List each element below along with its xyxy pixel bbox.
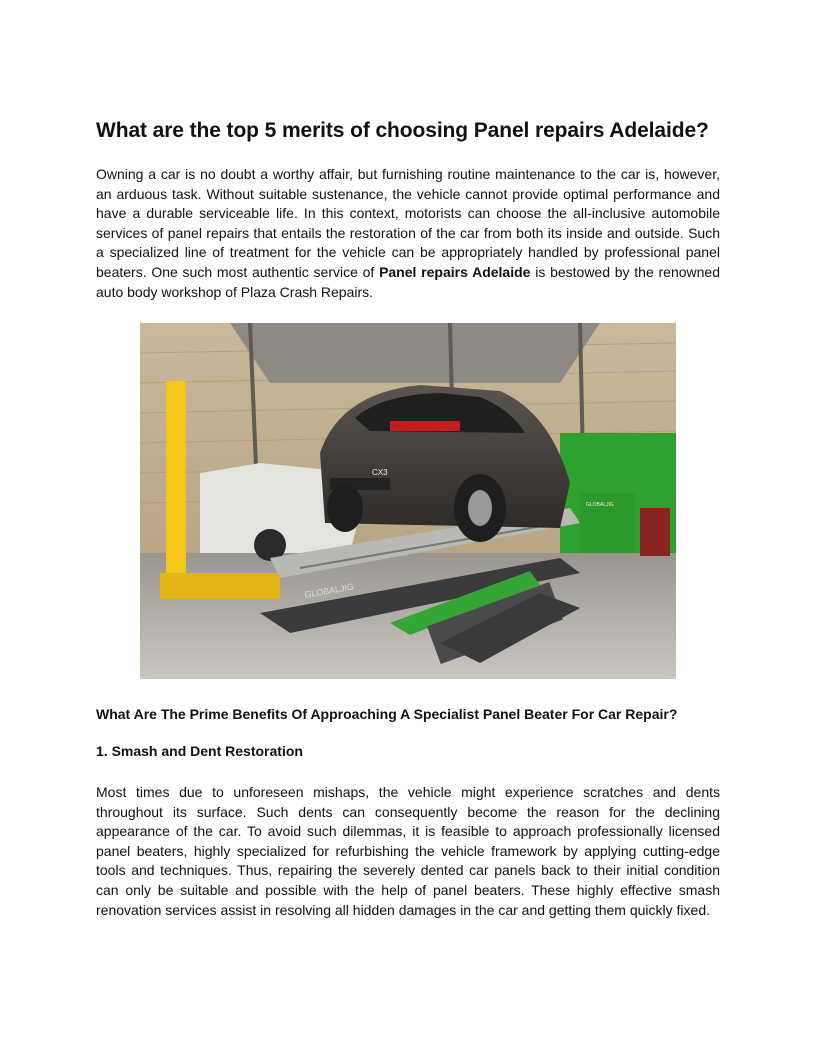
page-title: What are the top 5 merits of choosing Panel repairs Adelaide? — [96, 119, 709, 142]
cabinet-label: GLOBALJIG — [586, 502, 614, 508]
panel-repairs-adelaide-link[interactable]: Panel repairs Adelaide — [379, 263, 531, 280]
intro-text-after: is bestowed by the renowned auto body workshop of Plaza Crash Repairs. — [96, 263, 720, 300]
lift-brand: GLOBALJIG — [303, 581, 355, 600]
workshop-photo — [140, 323, 676, 679]
body-paragraph: Most times due to unforeseen mishaps, the vehicle might experience scratches and dents throughout its surface. Such dents can consequently become the reason for the declining appearance of the car. To avoid such dilemmas, it is feasible to approach professionally licensed panel beaters, highly specialized for refurbishing the vehicle framework by applying cutting-edge tools and techniques. Thus, repairing the severely dented car panels back to their initial condition can only be suitable and possible with the help of panel beaters. These highly effective smash renovation services assist in resolving all hidden damages in the car and getting them quickly fixed. — [96, 784, 720, 918]
section-heading: What Are The Prime Benefits Of Approaching A Specialist Panel Beater For Car Repair? — [96, 706, 678, 722]
subsection-heading: 1. Smash and Dent Restoration — [96, 743, 303, 759]
intro-text-before: Owning a car is no doubt a worthy affair, but furnishing routine maintenance to the car is, however, an arduous task. Without suitable sustenance, the vehicle cannot provide optimal performance and have a durable serviceable life. In this context, motorists can choose the all-inclusive automobile services of panel repairs that entails the restoration of the car from both its inside and outside. Such a specialized line of treatment for the vehicle can be appropriately handled by professional panel beaters. One such most authentic service of — [96, 166, 720, 280]
intro-paragraph — [96, 165, 720, 302]
plate-text: CX3 — [372, 468, 388, 477]
